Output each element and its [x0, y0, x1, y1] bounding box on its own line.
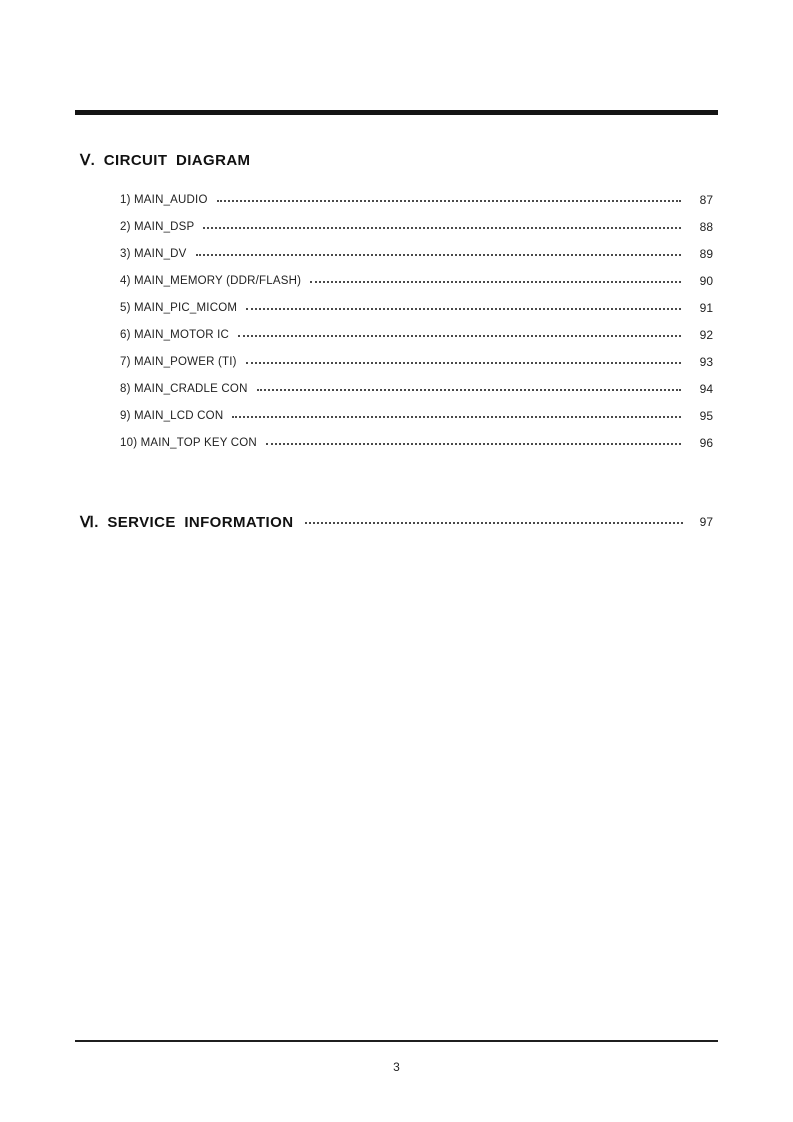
- table-of-contents: [80, 151, 713, 536]
- toc-item-service-information: [80, 508, 713, 536]
- toc-item-label: 7) MAIN_POWER (TI): [120, 355, 237, 368]
- toc-item-page: 94: [699, 381, 713, 396]
- dotted-leader: [246, 362, 681, 364]
- toc-item-page: 87: [699, 192, 713, 207]
- toc-item-label: 6) MAIN_MOTOR IC: [120, 328, 230, 341]
- toc-item-label: 5) MAIN_PIC_MICOM: [120, 301, 238, 314]
- toc-item-label: 2) MAIN_DSP: [120, 220, 195, 233]
- toc-item: [120, 213, 713, 240]
- page-number: 3: [393, 1060, 400, 1074]
- toc-item-page: 92: [699, 327, 713, 342]
- toc-item: [120, 240, 713, 267]
- toc-item-label: 4) MAIN_MEMORY (DDR/FLASH): [120, 274, 302, 287]
- dotted-leader: [196, 254, 681, 256]
- dotted-leader: [203, 227, 681, 229]
- toc-item: [120, 267, 713, 294]
- dotted-leader: [232, 416, 681, 418]
- dotted-leader: [310, 281, 681, 283]
- toc-item-page: 96: [699, 435, 713, 450]
- toc-item-label: 9) MAIN_LCD CON: [120, 409, 224, 422]
- toc-item: [120, 402, 713, 429]
- dotted-leader: [246, 308, 681, 310]
- toc-item-label: 1) MAIN_AUDIO: [120, 193, 208, 206]
- toc-item: [120, 321, 713, 348]
- toc-list: [120, 186, 713, 456]
- toc-item-page: 97: [699, 515, 713, 529]
- dotted-leader: [238, 335, 681, 337]
- toc-item-page: 93: [699, 354, 713, 369]
- dotted-leader: [266, 443, 681, 445]
- section-title-service-information: Ⅵ. SERVICE INFORMATION: [80, 514, 294, 531]
- dotted-leader: [257, 389, 681, 391]
- toc-item-label: 8) MAIN_CRADLE CON: [120, 382, 248, 395]
- toc-item: [120, 348, 713, 375]
- toc-item-page: 90: [699, 273, 713, 288]
- toc-item-label: 10) MAIN_TOP KEY CON: [120, 436, 257, 449]
- toc-item: [120, 375, 713, 402]
- toc-item-page: 89: [699, 246, 713, 261]
- dotted-leader: [217, 200, 681, 202]
- dotted-leader: [305, 522, 683, 524]
- toc-item-label: 3) MAIN_DV: [120, 247, 187, 260]
- toc-item-page: 91: [699, 300, 713, 315]
- toc-item: [120, 429, 713, 456]
- toc-item: [120, 186, 713, 213]
- section-title-circuit-diagram: Ⅴ. CIRCUIT DIAGRAM: [80, 152, 251, 169]
- footer-rule: [75, 1040, 718, 1042]
- toc-item: [120, 294, 713, 321]
- toc-item-page: 95: [699, 408, 713, 423]
- toc-item-page: 88: [699, 219, 713, 234]
- top-rule: [75, 110, 718, 115]
